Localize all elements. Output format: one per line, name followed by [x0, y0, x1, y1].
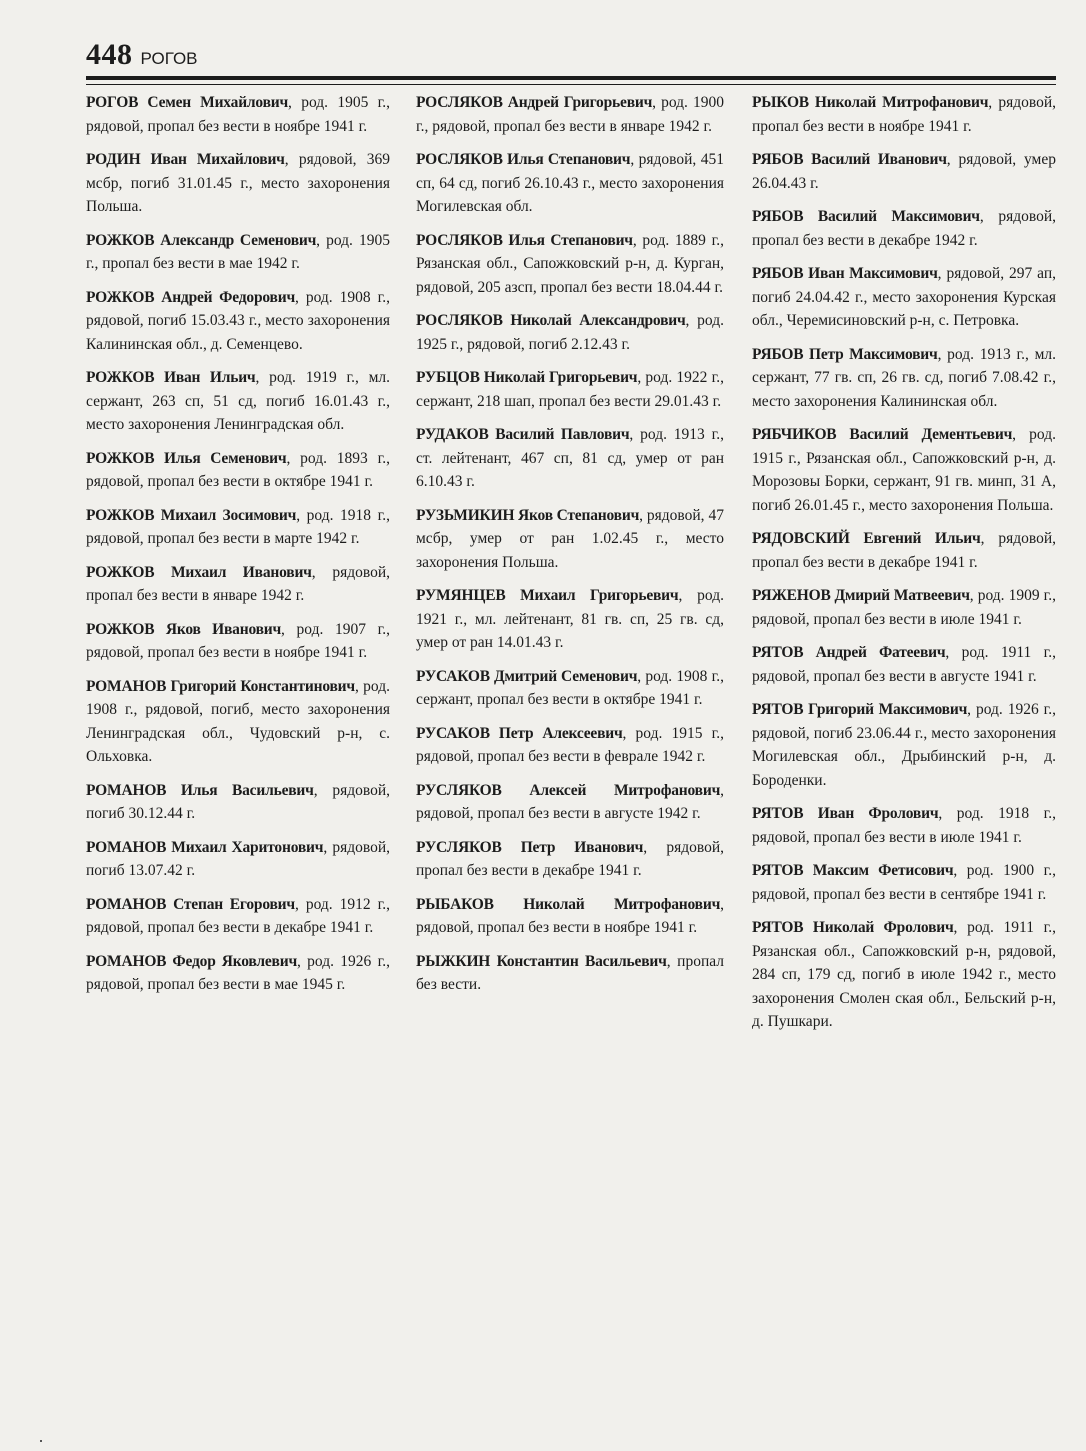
entry: [416, 722, 724, 769]
entry: [86, 286, 390, 357]
entry: [416, 229, 724, 300]
entry-name: РОСЛЯКОВ Николай Александрович: [416, 312, 686, 329]
entry: [416, 309, 724, 356]
page-header: [86, 38, 198, 72]
entry-name: РУБЦОВ Николай Григорьевич: [416, 369, 638, 386]
entry-name: РОМАНОВ Степан Егорович: [86, 895, 295, 913]
entry: [86, 447, 390, 494]
entry-details: , рядовой, погиб 13.07.42 г.: [86, 838, 390, 879]
entry-name: РУЗЬМИКИН Яков Степанович: [416, 506, 640, 524]
entry-name: РЫБАКОВ Николай Митрофанович: [416, 895, 721, 913]
entry: [86, 366, 390, 437]
entry-details: , род. 1908 г., рядовой, погиб, место захоронения Ленинградская обл., Чудовский р-н, с. Ольховка.: [86, 677, 390, 765]
entry-details: , рядовой, пропал без вести в декабре 1941 г.: [416, 838, 725, 879]
entry: [416, 779, 724, 826]
entry-name: РЯБОВ Петр Максимович: [752, 345, 938, 363]
entry: [752, 262, 1056, 333]
entry-details: , рядовой, 297 ап, погиб 24.04.42 г., место захоронения Курская обл., Черемисиновский р-н, с. Петровка.: [752, 265, 1056, 329]
entry-details: , пропал без вести.: [416, 952, 725, 993]
entry-name: РЫКОВ Николай Митрофанович: [752, 94, 989, 111]
entry: [416, 836, 724, 883]
column-1: [86, 91, 390, 1007]
entry-name: РОСЛЯКОВ Илья Степанович: [416, 151, 631, 168]
entry: [752, 802, 1056, 849]
entry: [86, 91, 390, 138]
entry: [416, 584, 724, 655]
entry: [752, 527, 1056, 574]
entry-name: РОСЛЯКОВ Илья Степанович: [416, 231, 633, 249]
entry-name: РОМАНОВ Илья Васильевич: [86, 781, 314, 799]
entry-details: , род. 1918 г., рядовой, пропал без вести в июле 1941 г.: [752, 805, 1056, 846]
entry: [86, 893, 390, 940]
entry-name: РЯДОВСКИЙ Евгений Ильич: [752, 530, 981, 547]
entry-name: РЫЖКИН Константин Васильевич: [416, 952, 667, 970]
entry: [752, 423, 1056, 517]
entry-details: , род. 1912 г., рядовой, пропал без вести в декабре 1941 г.: [86, 895, 390, 936]
entry-details: , рядовой, пропал без вести в ноябре 1941 г.: [752, 94, 1057, 135]
entry-name: РОЖКОВ Михаил Зосимович: [86, 506, 297, 524]
entry-name: РУСЛЯКОВ Алексей Митрофанович: [416, 781, 721, 799]
entry-details: , род. 1889 г., Рязанская обл., Сапожковский р-н, д. Курган, рядовой, 205 азсп, пропал без вести 18.04.44 г.: [416, 231, 724, 296]
entry: [416, 504, 724, 575]
entry-details: , рядовой, пропал без вести в августе 1942 г.: [416, 781, 724, 822]
entry-details: , рядовой, 369 мсбр, погиб 31.01.45 г., место захоронения Польша.: [86, 151, 390, 215]
entry-details: , род. 1908 г., рядовой, погиб 15.03.43 г., место захоронения Калининская обл., д. Семенцево.: [86, 288, 390, 353]
entry: [416, 148, 724, 219]
entry: [752, 205, 1056, 252]
entry-name: РОМАНОВ Михаил Харитонович: [86, 838, 324, 856]
entry-name: РОЖКОВ Илья Семенович: [86, 449, 287, 467]
entry: [86, 504, 390, 551]
entry: [752, 916, 1056, 1034]
entry-details: , род. 1919 г., мл. сержант, 263 сп, 51 сд, погиб 16.01.43 г., место захоронения Ленинградская обл.: [86, 369, 391, 433]
entry: [86, 148, 390, 219]
entry: [752, 91, 1056, 138]
entry-details: , род. 1926 г., рядовой, погиб 23.06.44 г., место захоронения Могилевская обл., Дрыбинский р-н, д. Бороденки.: [752, 701, 1056, 789]
entry: [752, 641, 1056, 688]
entry: [86, 618, 390, 665]
column-3: [752, 91, 1056, 1044]
entry: [86, 950, 390, 997]
entry: [86, 561, 390, 608]
entry-name: РЯТОВ Николай Фролович: [752, 919, 954, 936]
entry-name: РОЖКОВ Андрей Федорович: [86, 288, 295, 306]
entry-details: , род. 1918 г., рядовой, пропал без вести в марте 1942 г.: [86, 506, 390, 547]
entry: [86, 779, 390, 826]
entry-details: , род. 1913 г., мл. сержант, 77 гв. сп, 26 гв. сд, погиб 7.08.42 г., место захоронения Калининская обл.: [752, 345, 1056, 410]
entry-details: , род. 1900 г., рядовой, пропал без вести в сентябре 1941 г.: [752, 862, 1056, 903]
entry: [752, 859, 1056, 906]
entry-details: , род. 1921 г., мл. лейтенант, 81 гв. сп, 25 гв. сд, умер от ран 14.01.43 г.: [416, 587, 724, 651]
page-number: 448: [86, 38, 133, 71]
entry-name: РЯЖЕНОВ Дмирий Матвеевич: [752, 587, 970, 604]
entry-details: , рядовой, 47 мсбр, умер от ран 1.02.45 г., место захоронения Польша.: [416, 506, 724, 571]
entry-name: РЯБОВ Василий Иванович: [752, 151, 947, 168]
entry-name: РУДАКОВ Василий Павлович: [416, 426, 630, 443]
entry: [416, 91, 724, 138]
entry-details: , род. 1900 г., рядовой, пропал без вести в январе 1942 г.: [416, 94, 724, 135]
entry-name: РОЖКОВ Михаил Иванович: [86, 563, 312, 581]
entry: [416, 366, 724, 413]
entry-name: РОДИН Иван Михайлович: [86, 151, 285, 168]
entry-details: , рядовой, погиб 30.12.44 г.: [86, 781, 390, 822]
entry-name: РОГОВ Семен Михайлович: [86, 94, 289, 111]
entry: [416, 893, 724, 940]
entry-details: , род. 1913 г., ст. лейтенант, 467 сп, 81 сд, умер от ран 6.10.43 г.: [416, 426, 724, 490]
entry-details: , род. 1909 г., рядовой, пропал без вести в июле 1941 г.: [752, 587, 1056, 628]
entry-name: РЯТОВ Андрей Фатеевич: [752, 644, 946, 661]
entry-name: РОЖКОВ Яков Иванович: [86, 620, 282, 638]
scan-speck: [40, 1440, 42, 1442]
entry-details: , род. 1926 г., рядовой, пропал без вести в мае 1945 г.: [86, 952, 390, 993]
entry-name: РОСЛЯКОВ Андрей Григорьевич: [416, 94, 653, 111]
entry: [86, 836, 390, 883]
entry-name: РОМАНОВ Григорий Константинович: [86, 677, 355, 695]
entry-details: , род. 1911 г., Рязанская обл., Сапожковский р-н, рядовой, 284 сп, 179 сд, погиб в июле 1942 г., место захоронения Смолен ская обл., Бельский р-н, д. Пушкари.: [752, 919, 1056, 1030]
entry-name: РОЖКОВ Александр Семенович: [86, 231, 317, 249]
entry-name: РУСЛЯКОВ Петр Иванович: [416, 838, 644, 856]
entry-details: , род. 1915 г., Рязанская обл., Сапожковский р-н, д. Морозовы Борки, сержант, 91 гв. минп, 31 А, погиб 26.01.45 г., место захоронения Польша.: [752, 426, 1056, 514]
entry-name: РЯБЧИКОВ Василий Дементьевич: [752, 426, 1013, 443]
entry: [416, 950, 724, 997]
entry-details: , рядовой, 451 сп, 64 сд, погиб 26.10.43 г., место захоронения Могилевская обл.: [416, 151, 724, 215]
entry: [752, 148, 1056, 195]
entry-name: РЯБОВ Василий Максимович: [752, 208, 980, 225]
entry: [416, 423, 724, 494]
entry-details: , род. 1915 г., рядовой, пропал без вести в феврале 1942 г.: [416, 724, 724, 765]
column-2: [416, 91, 724, 1007]
entry-name: РЯТОВ Иван Фролович: [752, 805, 939, 822]
entry-details: , род. 1925 г., рядовой, погиб 2.12.43 г.: [416, 312, 724, 353]
entry-details: , род. 1922 г., сержант, 218 шап, пропал без вести 29.01.43 г.: [416, 369, 724, 410]
entry-details: , род. 1905 г., рядовой, пропал без вести в ноябре 1941 г.: [86, 94, 390, 135]
entry-details: , рядовой, пропал без вести в январе 1942 г.: [86, 563, 390, 604]
entry-name: РУСАКОВ Петр Алексеевич: [416, 724, 623, 742]
entry: [416, 665, 724, 712]
entry-details: , рядовой, пропал без вести в ноябре 1941 г.: [416, 895, 724, 936]
entry-name: РУСАКОВ Дмитрий Семенович: [416, 667, 638, 685]
entry: [752, 698, 1056, 792]
entry-name: РЯТОВ Максим Фетисович: [752, 862, 954, 879]
header-rule-thin: [86, 84, 1056, 85]
entry: [752, 343, 1056, 414]
entry-details: , рядовой, пропал без вести в декабре 1941 г.: [752, 530, 1056, 571]
header-rule-thick: [86, 76, 1056, 80]
entry: [86, 229, 390, 276]
entries-columns: [86, 91, 1058, 1411]
entry-name: РОЖКОВ Иван Ильич: [86, 369, 256, 386]
entry-details: , рядовой, пропал без вести в декабре 1942 г.: [752, 208, 1056, 249]
entry-details: , род. 1908 г., сержант, пропал без вести в октябре 1941 г.: [416, 667, 724, 708]
entry-name: РЯБОВ Иван Максимович: [752, 265, 938, 282]
entry-details: , род. 1893 г., рядовой, пропал без вести в октябре 1941 г.: [86, 449, 390, 490]
entry: [752, 584, 1056, 631]
running-head: РОГОВ: [140, 49, 198, 68]
entry-details: , рядовой, умер 26.04.43 г.: [752, 151, 1056, 192]
entry-details: , род. 1911 г., рядовой, пропал без вести в августе 1941 г.: [752, 644, 1056, 685]
entry-details: , род. 1905 г., пропал без вести в мае 1942 г.: [86, 231, 390, 272]
entry-name: РУМЯНЦЕВ Михаил Григорьевич: [416, 587, 679, 604]
entry-name: РОМАНОВ Федор Яковлевич: [86, 952, 297, 970]
entry-details: , род. 1907 г., рядовой, пропал без вести в ноябре 1941 г.: [86, 620, 390, 661]
entry: [86, 675, 390, 769]
entry-name: РЯТОВ Григорий Максимович: [752, 701, 968, 718]
